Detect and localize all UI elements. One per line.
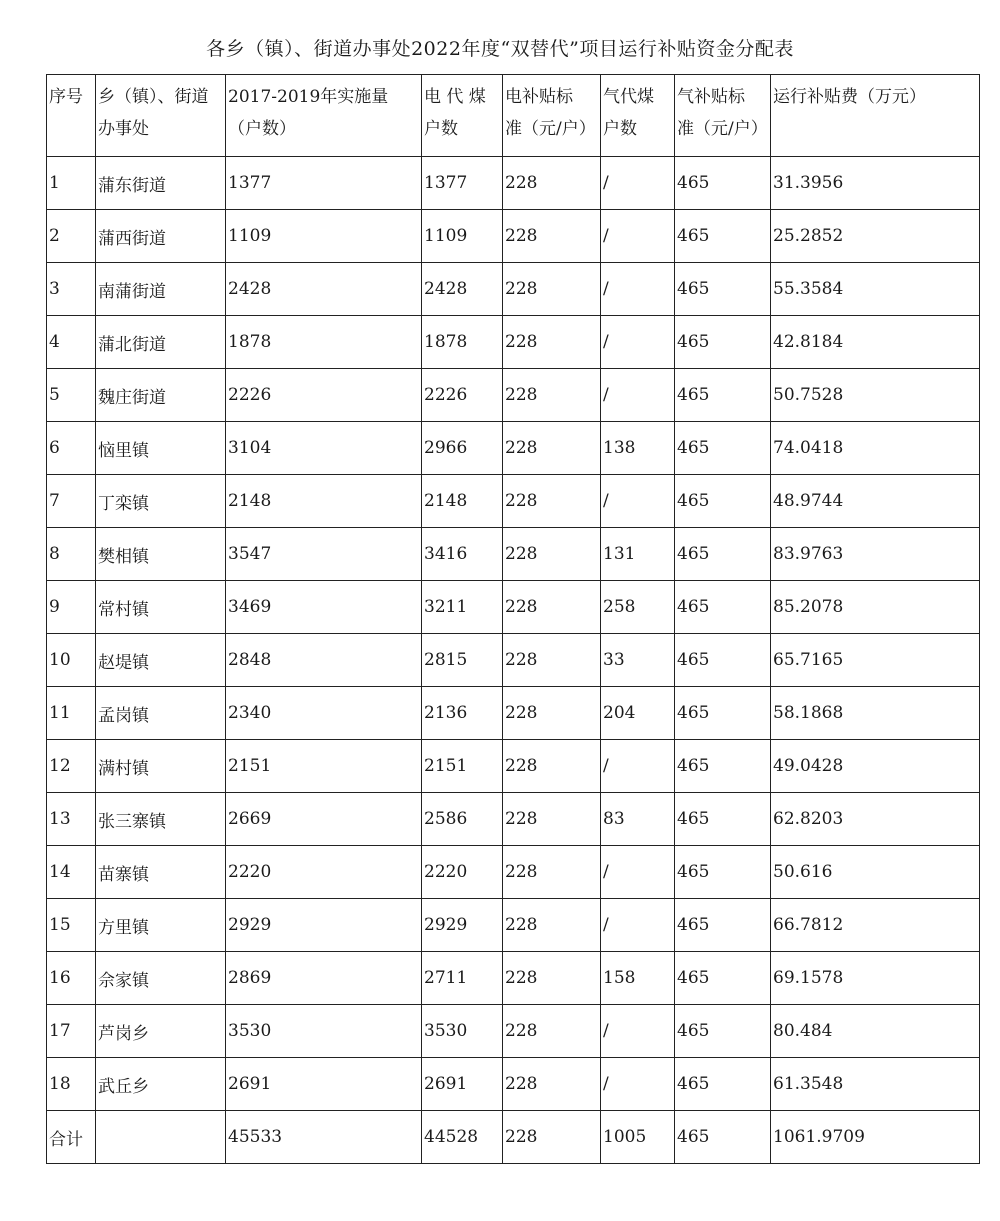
cell-electric-households: 1377: [422, 157, 503, 210]
cell-gas-standard: 465: [675, 899, 771, 952]
table-row: [47, 581, 980, 634]
cell-district: 方里镇: [96, 899, 226, 952]
table-row: [47, 1005, 980, 1058]
cell-index: 12: [47, 740, 96, 793]
table-row: [47, 263, 980, 316]
header-gas-households: [601, 75, 675, 157]
cell-subsidy: 1061.9709: [771, 1111, 980, 1164]
cell-electric-standard: 228: [503, 475, 601, 528]
cell-gas-households: /: [601, 316, 675, 369]
cell-gas-households: /: [601, 1005, 675, 1058]
header-implemented: [226, 75, 422, 157]
cell-gas-households: 258: [601, 581, 675, 634]
cell-district: 丁栾镇: [96, 475, 226, 528]
cell-implemented: 2340: [226, 687, 422, 740]
header-district: [96, 75, 226, 157]
cell-implemented: 2226: [226, 369, 422, 422]
cell-implemented: 45533: [226, 1111, 422, 1164]
cell-subsidy: 25.2852: [771, 210, 980, 263]
cell-gas-standard: 465: [675, 475, 771, 528]
cell-electric-standard: 228: [503, 740, 601, 793]
cell-district: 武丘乡: [96, 1058, 226, 1111]
header-line: 气补贴标: [677, 87, 745, 107]
cell-district: 蒲东街道: [96, 157, 226, 210]
cell-electric-households: 2220: [422, 846, 503, 899]
cell-subsidy: 58.1868: [771, 687, 980, 740]
cell-index: 3: [47, 263, 96, 316]
table-body: [47, 157, 980, 1164]
table-row: [47, 316, 980, 369]
header-subsidy: [771, 75, 980, 157]
cell-electric-standard: 228: [503, 793, 601, 846]
cell-electric-households: 3530: [422, 1005, 503, 1058]
header-line: 2017-2019年实施量: [228, 87, 389, 107]
cell-subsidy: 62.8203: [771, 793, 980, 846]
cell-gas-households: 33: [601, 634, 675, 687]
cell-district: 孟岗镇: [96, 687, 226, 740]
cell-gas-households: /: [601, 157, 675, 210]
cell-subsidy: 61.3548: [771, 1058, 980, 1111]
cell-implemented: 3530: [226, 1005, 422, 1058]
cell-gas-standard: 465: [675, 157, 771, 210]
cell-electric-households: 44528: [422, 1111, 503, 1164]
cell-district: 蒲北街道: [96, 316, 226, 369]
header-electric-standard: [503, 75, 601, 157]
cell-district: 蒲西街道: [96, 210, 226, 263]
cell-electric-standard: 228: [503, 1058, 601, 1111]
cell-index: 16: [47, 952, 96, 1005]
cell-gas-households: /: [601, 1058, 675, 1111]
table-row: [47, 952, 980, 1005]
table-row: [47, 793, 980, 846]
cell-electric-households: 2711: [422, 952, 503, 1005]
cell-electric-households: 3416: [422, 528, 503, 581]
cell-electric-households: 3211: [422, 581, 503, 634]
total-row: [47, 1111, 980, 1164]
cell-district: 张三寨镇: [96, 793, 226, 846]
cell-electric-households: 2586: [422, 793, 503, 846]
cell-index: 6: [47, 422, 96, 475]
cell-index: 13: [47, 793, 96, 846]
table-row: [47, 528, 980, 581]
cell-district: 苗寨镇: [96, 846, 226, 899]
cell-gas-standard: 465: [675, 369, 771, 422]
cell-implemented: 3547: [226, 528, 422, 581]
cell-electric-households: 2226: [422, 369, 503, 422]
cell-gas-standard: 465: [675, 263, 771, 316]
cell-index: 9: [47, 581, 96, 634]
header-gas-standard: [675, 75, 771, 157]
cell-district: 常村镇: [96, 581, 226, 634]
cell-electric-standard: 228: [503, 1111, 601, 1164]
cell-gas-households: 158: [601, 952, 675, 1005]
cell-gas-standard: 465: [675, 528, 771, 581]
cell-index: 1: [47, 157, 96, 210]
cell-gas-standard: 465: [675, 634, 771, 687]
header-line: 序号: [49, 87, 83, 107]
cell-index: 4: [47, 316, 96, 369]
cell-subsidy: 48.9744: [771, 475, 980, 528]
header-line: 准（元/户）: [677, 119, 768, 139]
cell-index: 14: [47, 846, 96, 899]
cell-electric-standard: 228: [503, 316, 601, 369]
cell-electric-standard: 228: [503, 422, 601, 475]
cell-electric-households: 2966: [422, 422, 503, 475]
table-header-row: [47, 75, 980, 157]
cell-district: [96, 1111, 226, 1164]
cell-gas-standard: 465: [675, 316, 771, 369]
cell-gas-standard: 465: [675, 422, 771, 475]
cell-subsidy: 85.2078: [771, 581, 980, 634]
cell-electric-standard: 228: [503, 157, 601, 210]
cell-gas-standard: 465: [675, 210, 771, 263]
cell-electric-standard: 228: [503, 1005, 601, 1058]
cell-gas-standard: 465: [675, 1058, 771, 1111]
cell-district: 樊相镇: [96, 528, 226, 581]
cell-electric-households: 2929: [422, 899, 503, 952]
cell-implemented: 2151: [226, 740, 422, 793]
cell-electric-standard: 228: [503, 899, 601, 952]
table-row: [47, 369, 980, 422]
header-line: （户数）: [228, 119, 296, 139]
cell-gas-standard: 465: [675, 793, 771, 846]
cell-gas-households: /: [601, 846, 675, 899]
cell-implemented: 1109: [226, 210, 422, 263]
table-row: [47, 210, 980, 263]
cell-gas-households: 138: [601, 422, 675, 475]
cell-gas-households: /: [601, 475, 675, 528]
cell-index: 17: [47, 1005, 96, 1058]
cell-gas-households: 1005: [601, 1111, 675, 1164]
cell-implemented: 2428: [226, 263, 422, 316]
header-electric-households: [422, 75, 503, 157]
cell-subsidy: 74.0418: [771, 422, 980, 475]
cell-subsidy: 69.1578: [771, 952, 980, 1005]
cell-electric-standard: 228: [503, 210, 601, 263]
document-title: 各乡（镇）、街道办事处2022年度“双替代”项目运行补贴资金分配表: [206, 38, 794, 60]
table-row: [47, 687, 980, 740]
header-line: 户数: [424, 119, 458, 139]
cell-index: 18: [47, 1058, 96, 1111]
cell-gas-standard: 465: [675, 740, 771, 793]
cell-electric-households: 2691: [422, 1058, 503, 1111]
cell-gas-standard: 465: [675, 581, 771, 634]
table-row: [47, 157, 980, 210]
cell-district: 佘家镇: [96, 952, 226, 1005]
table-row: [47, 899, 980, 952]
cell-gas-standard: 465: [675, 846, 771, 899]
cell-gas-households: 131: [601, 528, 675, 581]
cell-electric-households: 2136: [422, 687, 503, 740]
cell-electric-standard: 228: [503, 687, 601, 740]
cell-subsidy: 31.3956: [771, 157, 980, 210]
table-row: [47, 740, 980, 793]
cell-gas-households: /: [601, 899, 675, 952]
cell-electric-households: 2151: [422, 740, 503, 793]
cell-gas-standard: 465: [675, 1111, 771, 1164]
cell-subsidy: 42.8184: [771, 316, 980, 369]
cell-subsidy: 65.7165: [771, 634, 980, 687]
cell-gas-standard: 465: [675, 1005, 771, 1058]
cell-subsidy: 49.0428: [771, 740, 980, 793]
cell-index: 8: [47, 528, 96, 581]
cell-implemented: 2148: [226, 475, 422, 528]
cell-index: 2: [47, 210, 96, 263]
table-row: [47, 1058, 980, 1111]
cell-district: 魏庄街道: [96, 369, 226, 422]
header-line: 准（元/户）: [505, 119, 596, 139]
header-line: 气代煤: [603, 87, 654, 107]
cell-index: 11: [47, 687, 96, 740]
table-row: [47, 422, 980, 475]
cell-index: 15: [47, 899, 96, 952]
cell-district: 芦岗乡: [96, 1005, 226, 1058]
subsidy-table: [46, 74, 980, 1164]
cell-subsidy: 80.484: [771, 1005, 980, 1058]
header-line: 乡（镇）、街道: [98, 87, 209, 107]
cell-electric-standard: 228: [503, 369, 601, 422]
cell-electric-standard: 228: [503, 528, 601, 581]
cell-subsidy: 66.7812: [771, 899, 980, 952]
cell-index: 5: [47, 369, 96, 422]
cell-implemented: 2869: [226, 952, 422, 1005]
cell-electric-standard: 228: [503, 952, 601, 1005]
cell-subsidy: 83.9763: [771, 528, 980, 581]
cell-electric-households: 2428: [422, 263, 503, 316]
cell-gas-standard: 465: [675, 952, 771, 1005]
cell-implemented: 3104: [226, 422, 422, 475]
cell-gas-standard: 465: [675, 687, 771, 740]
cell-subsidy: 50.616: [771, 846, 980, 899]
table-row: [47, 475, 980, 528]
cell-electric-households: 2148: [422, 475, 503, 528]
header-line: 电补贴标: [505, 87, 573, 107]
cell-implemented: 2691: [226, 1058, 422, 1111]
cell-implemented: 3469: [226, 581, 422, 634]
header-line: 户数: [603, 119, 637, 139]
cell-gas-households: 83: [601, 793, 675, 846]
table-row: [47, 846, 980, 899]
header-line: 电 代 煤: [424, 87, 486, 107]
cell-electric-standard: 228: [503, 846, 601, 899]
cell-implemented: 1878: [226, 316, 422, 369]
cell-implemented: 2848: [226, 634, 422, 687]
cell-subsidy: 55.3584: [771, 263, 980, 316]
cell-implemented: 1377: [226, 157, 422, 210]
cell-gas-households: 204: [601, 687, 675, 740]
cell-electric-households: 1878: [422, 316, 503, 369]
table-row: [47, 634, 980, 687]
cell-index: 10: [47, 634, 96, 687]
header-line: 办事处: [98, 119, 149, 139]
cell-electric-standard: 228: [503, 634, 601, 687]
cell-district: 赵堤镇: [96, 634, 226, 687]
cell-gas-households: /: [601, 369, 675, 422]
cell-gas-households: /: [601, 740, 675, 793]
cell-electric-households: 2815: [422, 634, 503, 687]
header-line: 运行补贴费（万元）: [773, 87, 926, 107]
cell-index: 合计: [47, 1111, 96, 1164]
cell-gas-households: /: [601, 263, 675, 316]
cell-implemented: 2220: [226, 846, 422, 899]
cell-electric-standard: 228: [503, 581, 601, 634]
cell-electric-households: 1109: [422, 210, 503, 263]
cell-electric-standard: 228: [503, 263, 601, 316]
cell-district: 恼里镇: [96, 422, 226, 475]
header-index: [47, 75, 96, 157]
cell-index: 7: [47, 475, 96, 528]
cell-implemented: 2929: [226, 899, 422, 952]
cell-district: 南蒲街道: [96, 263, 226, 316]
cell-district: 满村镇: [96, 740, 226, 793]
cell-implemented: 2669: [226, 793, 422, 846]
cell-subsidy: 50.7528: [771, 369, 980, 422]
cell-gas-households: /: [601, 210, 675, 263]
